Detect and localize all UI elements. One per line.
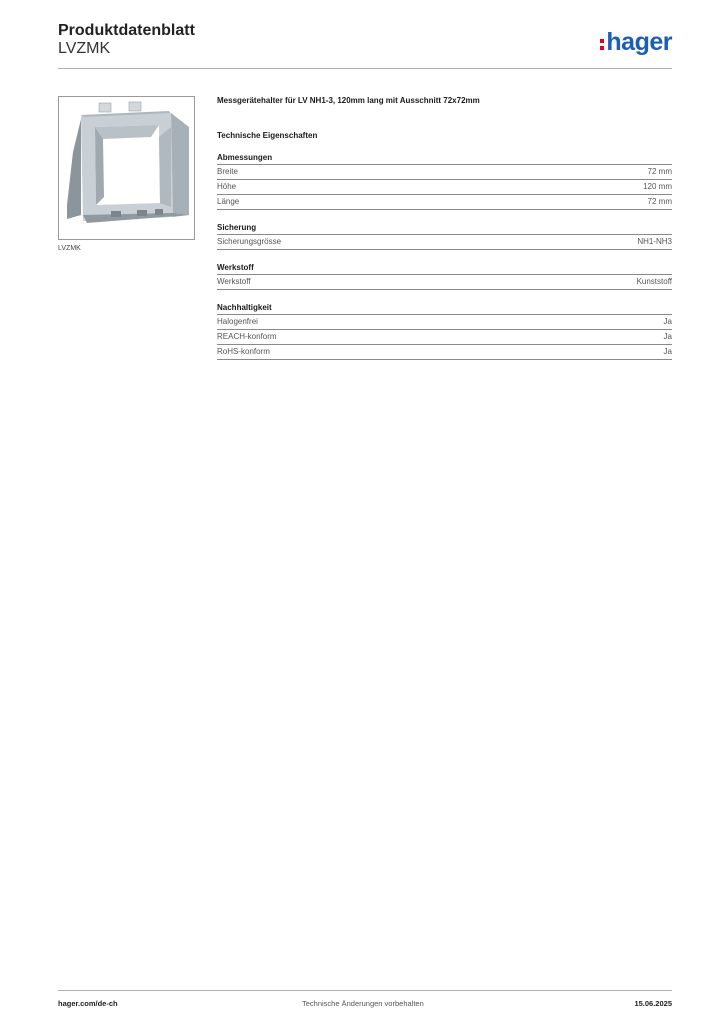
spec-row xyxy=(217,315,672,330)
spec-value: Ja xyxy=(663,332,672,341)
spec-label: Halogenfrei xyxy=(217,317,258,326)
product-image-frame xyxy=(58,96,195,240)
spec-label: REACH-konform xyxy=(217,332,277,341)
spec-value: Kunststoff xyxy=(636,277,672,286)
footer-notice: Technische Änderungen vorbehalten xyxy=(302,999,424,1008)
spec-label: Höhe xyxy=(217,182,237,191)
spec-label: Werkstoff xyxy=(217,277,251,286)
spec-value: 120 mm xyxy=(643,182,672,191)
section-fuse xyxy=(217,223,672,250)
spec-label: Länge xyxy=(217,197,240,206)
spec-row xyxy=(217,345,672,360)
spec-label: Breite xyxy=(217,167,238,176)
header-divider xyxy=(58,68,672,69)
section-heading: Sicherung xyxy=(217,223,672,235)
footer-date: 15.06.2025 xyxy=(634,999,672,1008)
spec-content xyxy=(217,96,672,360)
footer-divider xyxy=(58,990,672,991)
product-code: LVZMK xyxy=(58,40,111,57)
logo-dots-icon xyxy=(600,39,604,50)
spec-value: Ja xyxy=(663,347,672,356)
spec-row xyxy=(217,195,672,210)
spec-value: Ja xyxy=(663,317,672,326)
spec-label: Sicherungsgrösse xyxy=(217,237,282,246)
section-dimensions xyxy=(217,153,672,210)
spec-value: 72 mm xyxy=(647,167,672,176)
spec-row xyxy=(217,165,672,180)
tech-properties-heading: Technische Eigenschaften xyxy=(217,131,318,140)
spec-row xyxy=(217,235,672,250)
logo-text: hager xyxy=(606,28,672,56)
hager-logo xyxy=(600,28,672,57)
section-heading: Werkstoff xyxy=(217,263,672,275)
page-title: Produktdatenblatt xyxy=(58,22,195,39)
spec-row xyxy=(217,330,672,345)
meter-holder-bracket-image xyxy=(59,97,194,239)
spec-row xyxy=(217,275,672,290)
spec-value: 72 mm xyxy=(647,197,672,206)
image-caption: LVZMK xyxy=(58,245,81,252)
spec-value: NH1-NH3 xyxy=(637,237,672,246)
section-sustainability xyxy=(217,303,672,360)
spec-label: RoHS-konform xyxy=(217,347,270,356)
section-heading: Abmessungen xyxy=(217,153,672,165)
spec-row xyxy=(217,180,672,195)
section-material xyxy=(217,263,672,290)
product-description: Messgerätehalter für LV NH1-3, 120mm lang mit Ausschnitt 72x72mm xyxy=(217,96,480,105)
footer-website-link[interactable]: hager.com/de-ch xyxy=(58,999,118,1008)
section-heading: Nachhaltigkeit xyxy=(217,303,672,315)
